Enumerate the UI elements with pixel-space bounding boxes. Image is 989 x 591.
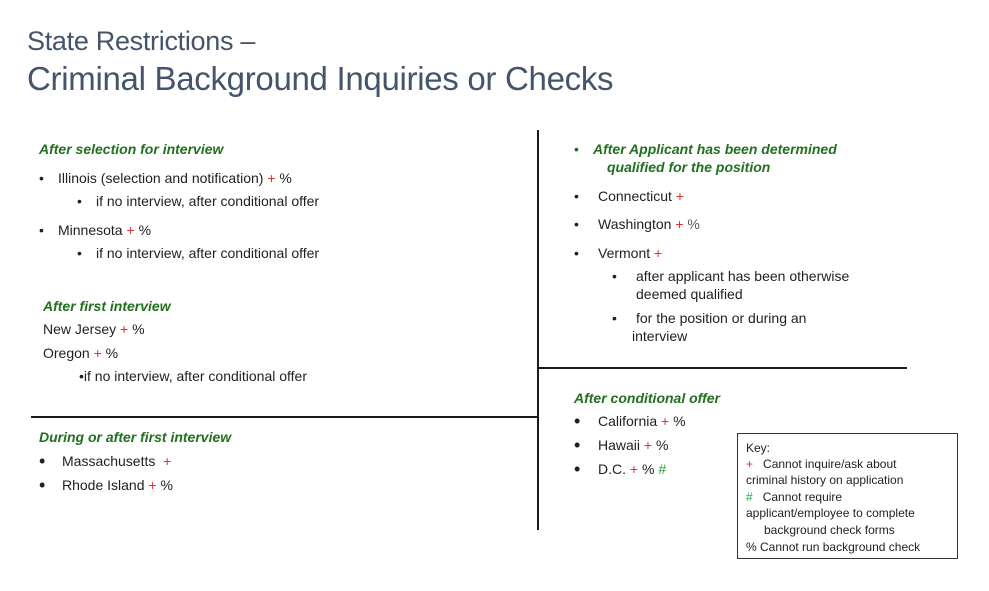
bullet: •	[612, 310, 617, 326]
state-name: Hawaii	[598, 437, 641, 453]
bullet: •	[574, 245, 579, 261]
plus-marker: +	[267, 170, 276, 186]
plus-marker: +	[629, 461, 639, 477]
list-item-new-jersey	[43, 321, 145, 337]
key-plus-text: Cannot inquire/ask about	[763, 457, 897, 471]
plus-marker: +	[654, 245, 663, 261]
state-name: Connecticut	[598, 188, 672, 204]
hash-marker: #	[658, 461, 667, 477]
key-hash-entry	[746, 490, 842, 504]
state-name: Massachusetts	[62, 453, 156, 469]
bullet: •	[39, 475, 46, 495]
percent-marker: %	[132, 321, 145, 337]
state-name: Washington	[598, 216, 672, 232]
key-percent-entry	[746, 540, 920, 554]
percent-marker: %	[160, 477, 173, 493]
horizontal-divider-right	[539, 367, 907, 369]
key-hash-text: Cannot require	[762, 490, 843, 504]
sub-item-minnesota: if no interview, after conditional offer	[96, 245, 320, 261]
bullet: •	[39, 222, 44, 238]
key-plus-entry	[746, 457, 896, 471]
percent-marker: %	[687, 216, 700, 232]
state-name: D.C.	[598, 461, 626, 477]
plus-marker: +	[661, 413, 670, 429]
sub-item-vermont-2-line1: for the position or during an	[636, 310, 807, 326]
list-item-california	[598, 413, 686, 429]
plus-marker: +	[643, 437, 653, 453]
percent-marker: %	[138, 222, 152, 238]
section-header-qualified-line2: qualified for the position	[607, 159, 771, 175]
plus-marker: +	[163, 453, 172, 469]
list-item-hawaii	[598, 437, 668, 453]
bullet: •	[574, 459, 581, 479]
list-item-connecticut	[598, 188, 684, 204]
section-header-after-selection: After selection for interview	[39, 141, 224, 157]
plus-marker: +	[93, 345, 102, 361]
key-plus-text-line2: criminal history on application	[746, 473, 904, 487]
state-name: Illinois (selection and notification)	[58, 170, 264, 186]
bullet: •	[77, 193, 82, 209]
state-name: Vermont	[598, 245, 651, 261]
bullet: •	[574, 141, 579, 157]
state-name: Rhode Island	[62, 477, 145, 493]
key-legend-box	[737, 433, 958, 559]
plus-marker: +	[120, 321, 129, 337]
state-name: California	[598, 413, 658, 429]
sub-item-vermont-2-line2: interview	[632, 328, 688, 344]
list-item-illinois	[58, 170, 292, 186]
percent-marker: %	[279, 170, 292, 186]
bullet: •	[39, 451, 46, 471]
plus-marker: +	[675, 216, 684, 232]
key-plus-symbol: +	[746, 457, 754, 471]
list-item-vermont	[598, 245, 662, 261]
key-title: Key:	[746, 441, 771, 455]
section-header-after-conditional-offer: After conditional offer	[574, 390, 720, 406]
key-hash-text-line2: applicant/employee to complete	[746, 506, 915, 520]
bullet: •	[39, 170, 44, 186]
plus-marker: +	[148, 477, 157, 493]
list-item-minnesota	[58, 222, 151, 238]
vertical-divider	[537, 130, 539, 530]
list-item-washington	[598, 216, 700, 232]
percent-marker: %	[655, 437, 669, 453]
bullet: •	[77, 245, 82, 261]
key-percent-symbol: %	[746, 540, 757, 554]
state-name: Minnesota	[58, 222, 123, 238]
page-title-line1: State Restrictions –	[27, 26, 256, 56]
plus-marker: +	[675, 188, 685, 204]
list-item-oregon	[43, 345, 118, 361]
list-item-massachusetts	[62, 453, 171, 469]
section-header-after-first-interview: After first interview	[43, 298, 171, 314]
bullet: •	[574, 435, 581, 455]
plus-marker: +	[126, 222, 135, 238]
key-hash-symbol: #	[746, 490, 753, 504]
sub-item-vermont-1-line1: after applicant has been otherwise	[636, 268, 850, 284]
key-hash-text-line3: background check forms	[764, 523, 895, 537]
list-item-rhode-island	[62, 477, 173, 493]
list-item-dc	[598, 461, 666, 477]
section-header-qualified-line1: After Applicant has been determined	[593, 141, 837, 157]
sub-item-oregon: •if no interview, after conditional offer	[79, 368, 307, 384]
key-percent-text: Cannot run background check	[760, 540, 921, 554]
sub-item-vermont-1-line2: deemed qualified	[636, 286, 743, 302]
percent-marker: %	[105, 345, 119, 361]
state-name: Oregon	[43, 345, 90, 361]
percent-marker: %	[673, 413, 686, 429]
sub-item-illinois: if no interview, after conditional offer	[96, 193, 320, 209]
bullet: •	[574, 216, 579, 232]
percent-marker: %	[641, 461, 655, 477]
bullet: •	[574, 188, 579, 204]
state-name: New Jersey	[43, 321, 117, 337]
section-header-during-or-after: During or after first interview	[39, 429, 232, 445]
bullet: •	[574, 411, 581, 431]
page-title-line2: Criminal Background Inquiries or Checks	[27, 60, 614, 97]
horizontal-divider-left	[31, 416, 538, 418]
bullet: •	[612, 268, 617, 284]
